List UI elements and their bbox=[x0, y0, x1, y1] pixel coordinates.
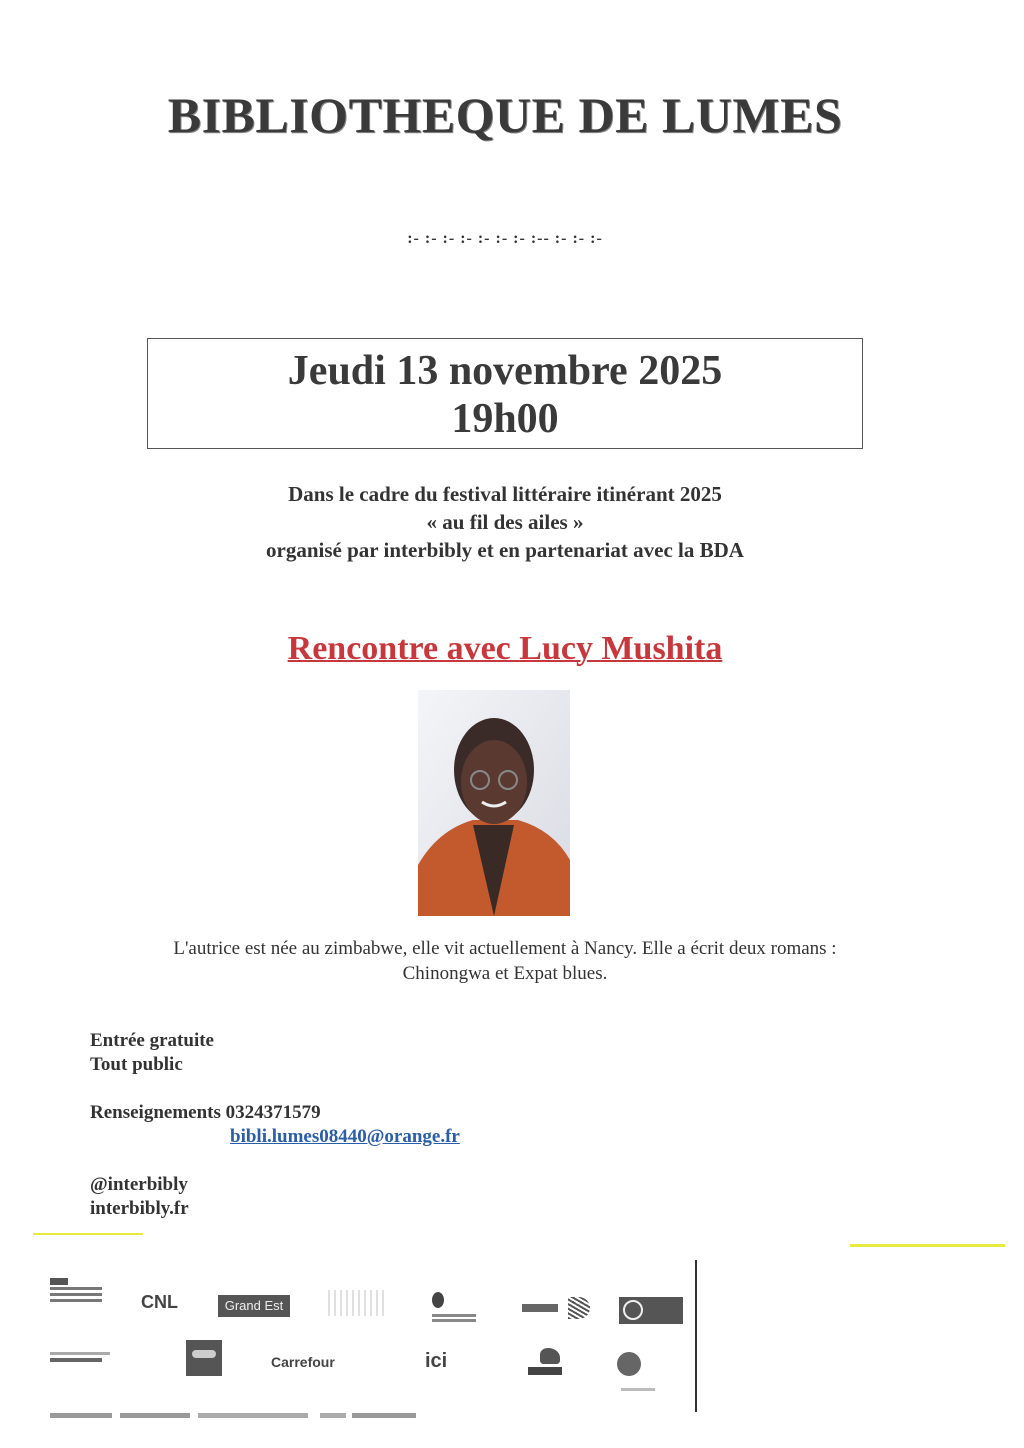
meeting-heading: Rencontre avec Lucy Mushita bbox=[287, 630, 723, 667]
context-line-2: « au fil des ailes » bbox=[426, 510, 584, 534]
event-date-box bbox=[147, 338, 863, 449]
highlight-mark bbox=[850, 1244, 1005, 1247]
context-line-1: Dans le cadre du festival littéraire itinérant 2025 bbox=[288, 482, 722, 506]
festival-context bbox=[0, 480, 1010, 564]
description-line-1: L'autrice est née au zimbabwe, elle vit actuellement à Nancy. Elle a écrit deux romans : bbox=[173, 938, 837, 959]
ici-logo: ici bbox=[425, 1350, 448, 1372]
email-link[interactable]: bibli.lumes08440@orange.fr bbox=[230, 1126, 460, 1147]
photo-credits bbox=[50, 1411, 416, 1420]
phone-info: Renseignements 0324371579 bbox=[90, 1102, 321, 1123]
partner-logo bbox=[522, 1297, 592, 1319]
context-line-3: organisé par interbibly et en partenariat avec la BDA bbox=[266, 538, 744, 562]
practical-info bbox=[90, 1029, 460, 1221]
entry-info: Entrée gratuite bbox=[90, 1030, 214, 1051]
page-title: BIBLIOTHEQUE DE LUMES bbox=[167, 87, 843, 143]
partner-logo bbox=[50, 1352, 122, 1366]
cnl-logo: CNL bbox=[141, 1292, 178, 1312]
author-description bbox=[0, 936, 1010, 986]
event-date: Jeudi 13 novembre 2025 bbox=[287, 348, 723, 394]
website: interbibly.fr bbox=[90, 1198, 189, 1219]
partner-logo bbox=[617, 1352, 683, 1378]
social-handle: @interbibly bbox=[90, 1174, 188, 1195]
partner-logo bbox=[324, 1290, 386, 1316]
partner-logo bbox=[528, 1348, 566, 1378]
partner-logo bbox=[432, 1292, 480, 1324]
partner-logo bbox=[619, 1297, 683, 1324]
braille-divider: :- :- :- :- :- :- :- :-- :- :- :- bbox=[407, 230, 603, 247]
audience-info: Tout public bbox=[90, 1054, 183, 1075]
author-photo bbox=[418, 690, 570, 916]
prefet-logo bbox=[50, 1278, 110, 1318]
description-line-2: Chinongwa et Expat blues. bbox=[402, 963, 608, 984]
partner-logo bbox=[186, 1340, 222, 1376]
grand-est-logo: Grand Est bbox=[218, 1295, 290, 1317]
divider-line bbox=[695, 1260, 697, 1412]
carrefour-logo: Carrefour bbox=[271, 1354, 335, 1370]
highlight-mark bbox=[33, 1233, 143, 1235]
event-time: 19h00 bbox=[451, 396, 559, 442]
